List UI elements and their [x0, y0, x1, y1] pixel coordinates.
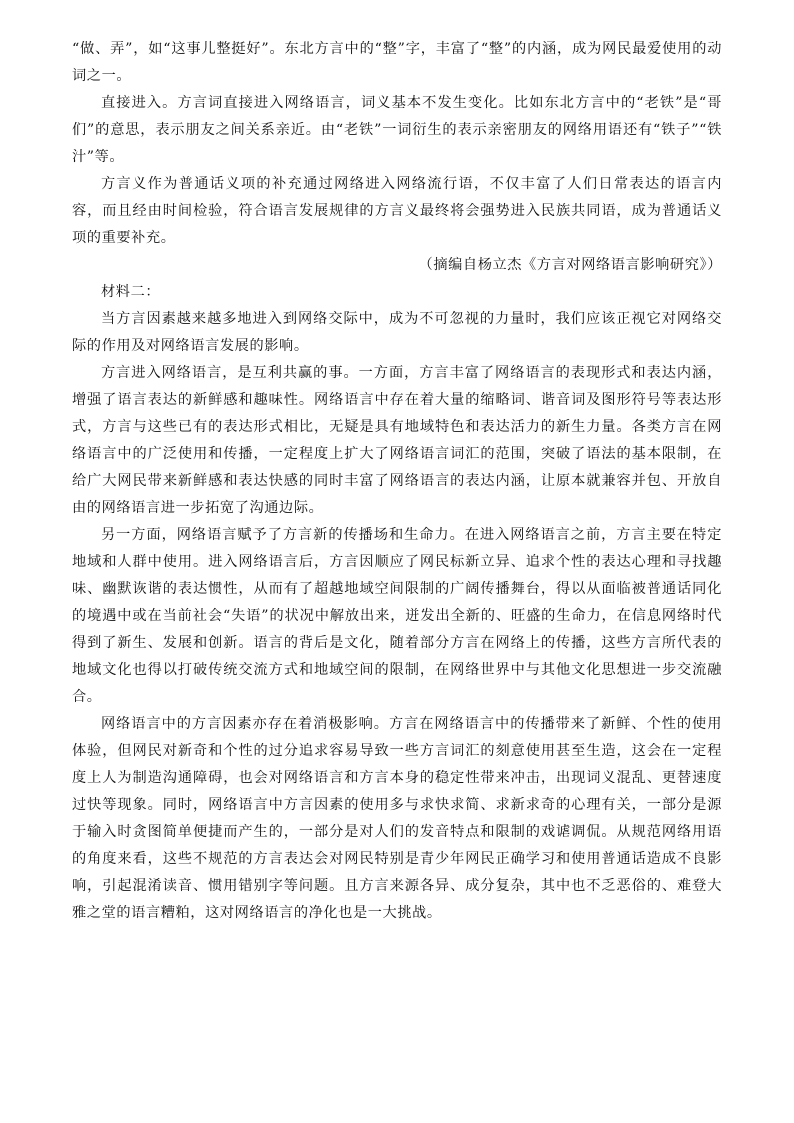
paragraph-direct-entry: 直接进入。方言词直接进入网络语言，词义基本不发生变化。比如东北方言中的“老铁”是“哥们”的意思，表示朋友之间关系亲近。由“老铁”一词衍生的表示亲密朋友的网络用语还有“铁子”“铁汁”等。 [72, 95, 722, 165]
source-citation: （摘编自杨立杰《方言对网络语言影响研究》） [418, 257, 722, 273]
paragraph-mutual-benefit: 方言进入网络语言，是互利共赢的事。一方面，方言丰富了网络语言的表现形式和表达内涵，增强了语言表达的新鲜感和趣味性。网络语言中存在着大量的缩略词、谐音词及图形符号等表达形式，方言与这些已有的表达形式相比，无疑是具有地域特色和表达活力的新生力量。各类方言在网络语言中的广泛使用和传播，一定程度上扩大了网络语言词汇的范围，突破了语法的基本限制，在给广大网民带来新鲜感和表达快感的同时丰富了网络语言的表达内涵，让原本就兼容并包、开放自由的网络语言进一步拓宽了沟通边际。 [72, 365, 722, 516]
paragraph-dialect-meaning: 方言义作为普通话义项的补充通过网络进入网络流行语，不仅丰富了人们日常表达的语言内容，而且经由时间检验，符合语言发展规律的方言义最终将会强势进入民族共同语，成为普通话义项的重要补充。 [72, 176, 722, 246]
paragraph-negative-effects: 网络语言中的方言因素亦存在着消极影响。方言在网络语言中的传播带来了新鲜、个性的使用体验，但网民对新奇和个性的过分追求容易导致一些方言词汇的刻意使用甚至生造，这会在一定程度上人为制造沟通障碍，也会对网络语言和方言本身的稳定性带来冲击，出现词义混乱、更替速度过快等现象。同时，网络语言中方言因素的使用多与求快求简、求新求奇的心理有关，一部分是源于输入时贪图简单便捷而产生的，一部分是对人们的发音特点和限制的戏谑调侃。从规范网络用语的角度来看，这些不规范的方言表达会对网民特别是青少年网民正确学习和使用普通话造成不良影响，引起混淆读音、惯用错别字等问题。且方言来源各异、成分复杂，其中也不乏恶俗的、难登大雅之堂的语言糟粕，这对网络语言的净化也是一大挑战。 [72, 716, 722, 921]
document-page [72, 36, 722, 927]
paragraph-other-hand: 另一方面，网络语言赋予了方言新的传播场和生命力。在进入网络语言之前，方言主要在特定地域和人群中使用。进入网络语言后，方言因顺应了网民标新立异、追求个性的表达心理和寻找趣味、幽默诙谐的表达惯性，从而有了超越地域空间限制的广阔传播舞台，得以从面临被普通话同化的境遇中或在当前社会“失语”的状况中解放出来，迸发出全新的、旺盛的生命力，在信息网络时代得到了新生、发展和创新。语言的背后是文化，随着部分方言在网络上的传播，这些方言所代表的地域文化也得以打破传统交流方式和地域空间的限制，在网络世界中与其他文化思想进一步交流融合。 [72, 527, 722, 705]
paragraph-continuation: “做、弄”，如“这事儿整挺好”。东北方言中的“整”字，丰富了“整”的内涵，成为网民最爱使用的动词之一。 [72, 41, 722, 84]
material-two-label: 材料二： [101, 284, 161, 300]
paragraph-intro: 当方言因素越来越多地进入到网络交际中，成为不可忽视的力量时，我们应该正视它对网络交际的作用及对网络语言发展的影响。 [72, 311, 722, 354]
